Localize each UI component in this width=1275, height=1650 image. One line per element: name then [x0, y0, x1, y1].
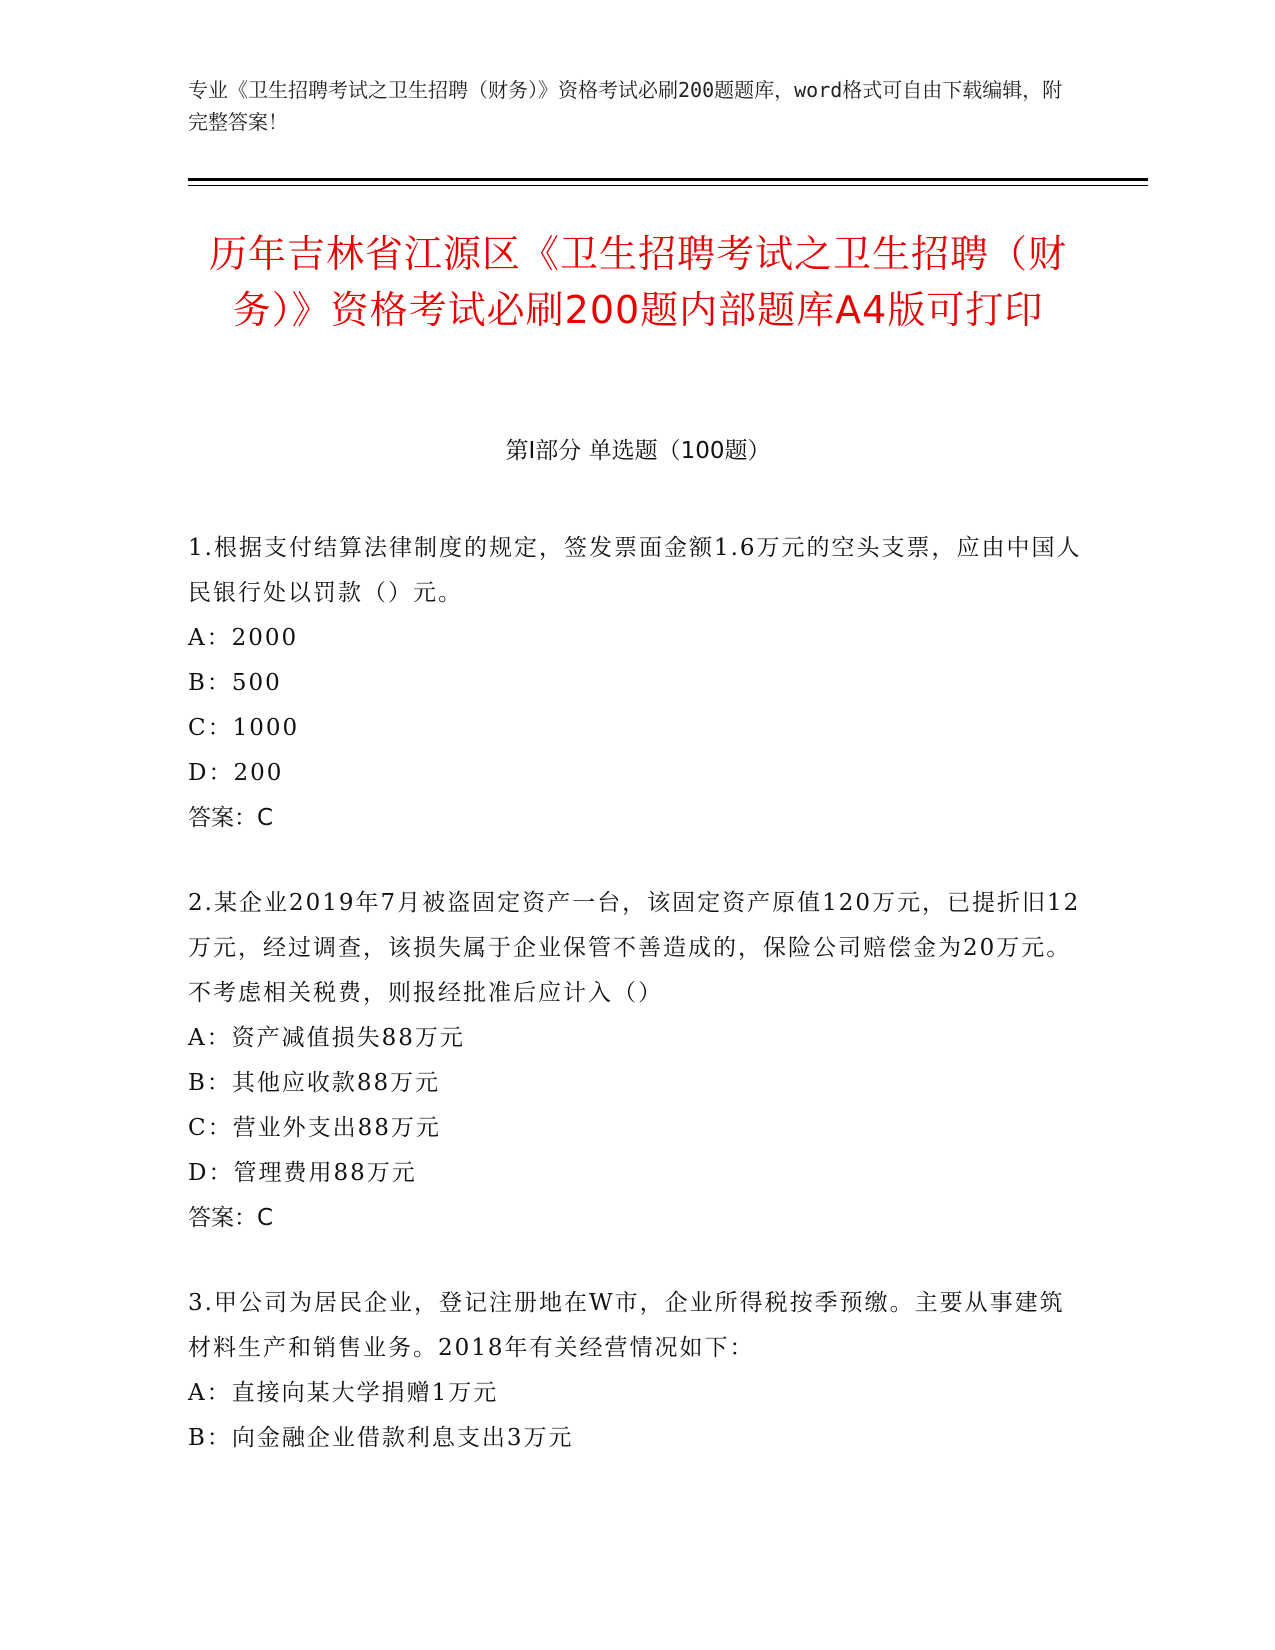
option-a: A：2000 [188, 625, 299, 651]
document-title: 历年吉林省江源区《卫生招聘考试之卫生招聘（财务）》资格考试必刷200题内部题库A4版可打印 [208, 232, 1067, 332]
header-divider-thin [188, 185, 1148, 186]
option-c: C：营业外支出88万元 [188, 1115, 441, 1141]
option-a: A：资产减值损失88万元 [188, 1025, 465, 1051]
option-b: B：向金融企业借款利息支出3万元 [188, 1425, 574, 1451]
answer: 答案：C [188, 805, 274, 831]
section-heading: 第Ⅰ部分 单选题（100题） [505, 438, 771, 464]
answer: 答案：C [188, 1205, 274, 1231]
header-divider [188, 178, 1148, 181]
question-stem: 1.根据支付结算法律制度的规定，签发票面金额1.6万元的空头支票，应由中国人民银行处以罚款（）元。 [188, 535, 1082, 606]
question-1 [188, 526, 1088, 841]
option-c: C：1000 [188, 715, 300, 741]
question-stem: 3.甲公司为居民企业，登记注册地在W市，企业所得税按季预缴。主要从事建筑材料生产和销售业务。2018年有关经营情况如下： [188, 1290, 1065, 1361]
option-a: A：直接向某大学捐赠1万元 [188, 1380, 499, 1406]
question-list [188, 526, 1088, 1501]
question-3 [188, 1281, 1088, 1461]
option-b: B：500 [188, 670, 282, 696]
question-stem: 2.某企业2019年7月被盗固定资产一台，该固定资产原值120万元，已提折旧12万元，经过调查，该损失属于企业保管不善造成的，保险公司赔偿金为20万元。不考虑相关税费，则报经批准后应计入（） [188, 890, 1081, 1006]
option-b: B：其他应收款88万元 [188, 1070, 441, 1096]
option-d: D：200 [188, 760, 284, 786]
question-2 [188, 881, 1088, 1241]
header-note: 专业《卫生招聘考试之卫生招聘（财务）》资格考试必刷200题题库，word格式可自由下载编辑，附完整答案！ [188, 78, 1063, 134]
option-d: D：管理费用88万元 [188, 1160, 417, 1186]
